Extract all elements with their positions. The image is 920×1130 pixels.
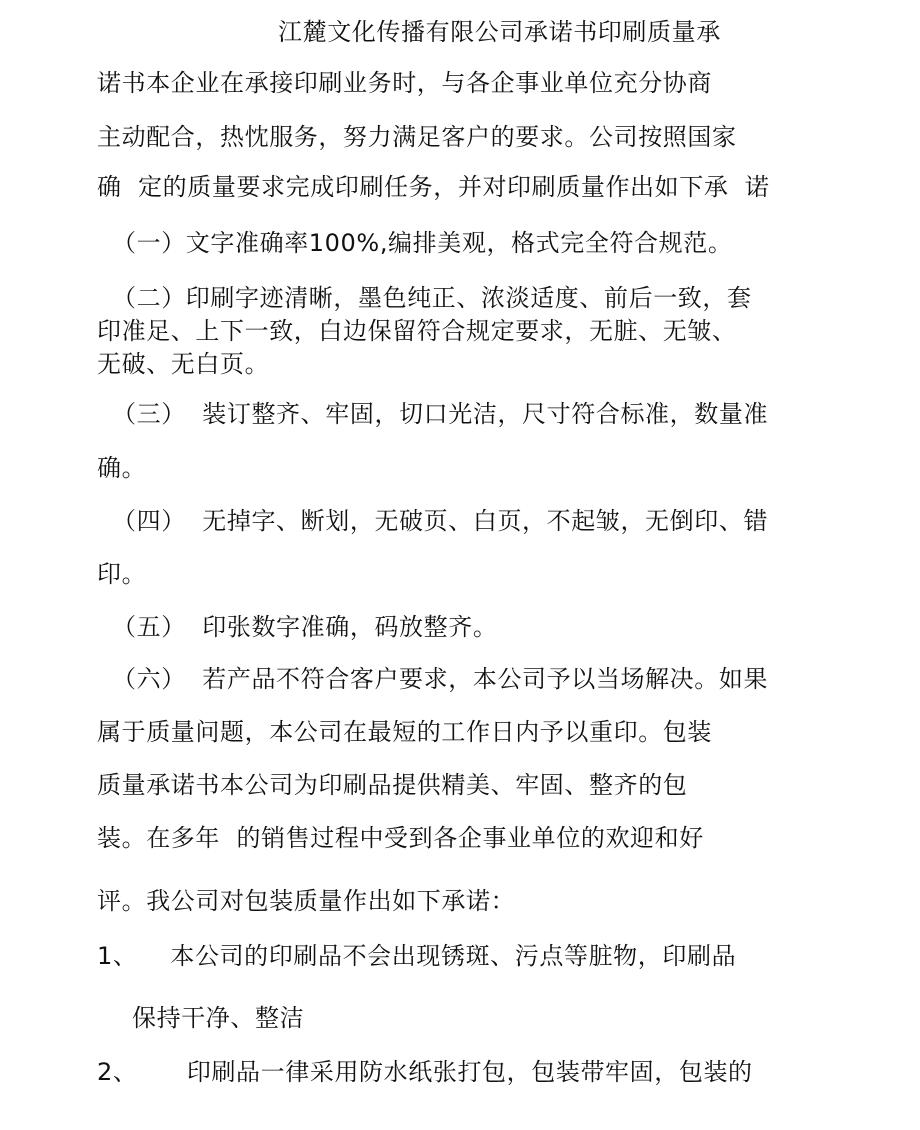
text-line: 确。 — [97, 454, 147, 482]
text-line: （三） 装订整齐、牢固，切口光洁，尺寸符合标准，数量准 — [112, 400, 769, 428]
text-line: （一）文字准确率100%,编排美观，格式完全符合规范。 — [112, 229, 733, 257]
text-line: 无破、无白页。 — [97, 350, 270, 378]
list-item-line: 2、 印刷品一律采用防水纸张打包，包装带牢固，包装的 — [97, 1058, 753, 1086]
text-line: 印准足、上下一致，白边保留符合规定要求，无脏、无皱、 — [97, 317, 737, 345]
text-line: 印。 — [97, 560, 147, 588]
text-line: 评。我公司对包装质量作出如下承诺： — [97, 887, 516, 915]
text-line: 属于质量问题，本公司在最短的工作日内予以重印。包装 — [97, 718, 712, 746]
text-line: 装。在多年 的销售过程中受到各企事业单位的欢迎和好 — [97, 824, 704, 852]
document-title: 江麓文化传播有限公司承诺书印刷质量承 — [278, 18, 721, 46]
text-line: 质量承诺书本公司为印刷品提供精美、牢固、整齐的包 — [97, 771, 688, 799]
text-line: （五） 印张数字准确，码放整齐。 — [112, 613, 498, 641]
list-item-line: 保持干净、整洁 — [132, 1004, 305, 1032]
text-line: 诺书本企业在承接印刷业务时，与各企事业单位充分协商 — [97, 69, 712, 97]
text-line: （四） 无掉字、断划，无破页、白页，不起皱，无倒印、错 — [112, 507, 769, 535]
text-line: （六） 若产品不符合客户要求，本公司予以当场解决。如果 — [112, 665, 769, 693]
list-item-line: 1、 本公司的印刷品不会出现锈斑、污点等脏物，印刷品 — [97, 942, 737, 970]
text-line: 确 定的质量要求完成印刷任务，并对印刷质量作出如下承 诺 — [97, 173, 770, 201]
text-line: 主动配合，热忱服务，努力满足客户的要求。公司按照国家 — [97, 123, 737, 151]
text-line: （二）印刷字迹清晰，墨色纯正、浓淡适度、前后一致，套 — [112, 284, 752, 312]
